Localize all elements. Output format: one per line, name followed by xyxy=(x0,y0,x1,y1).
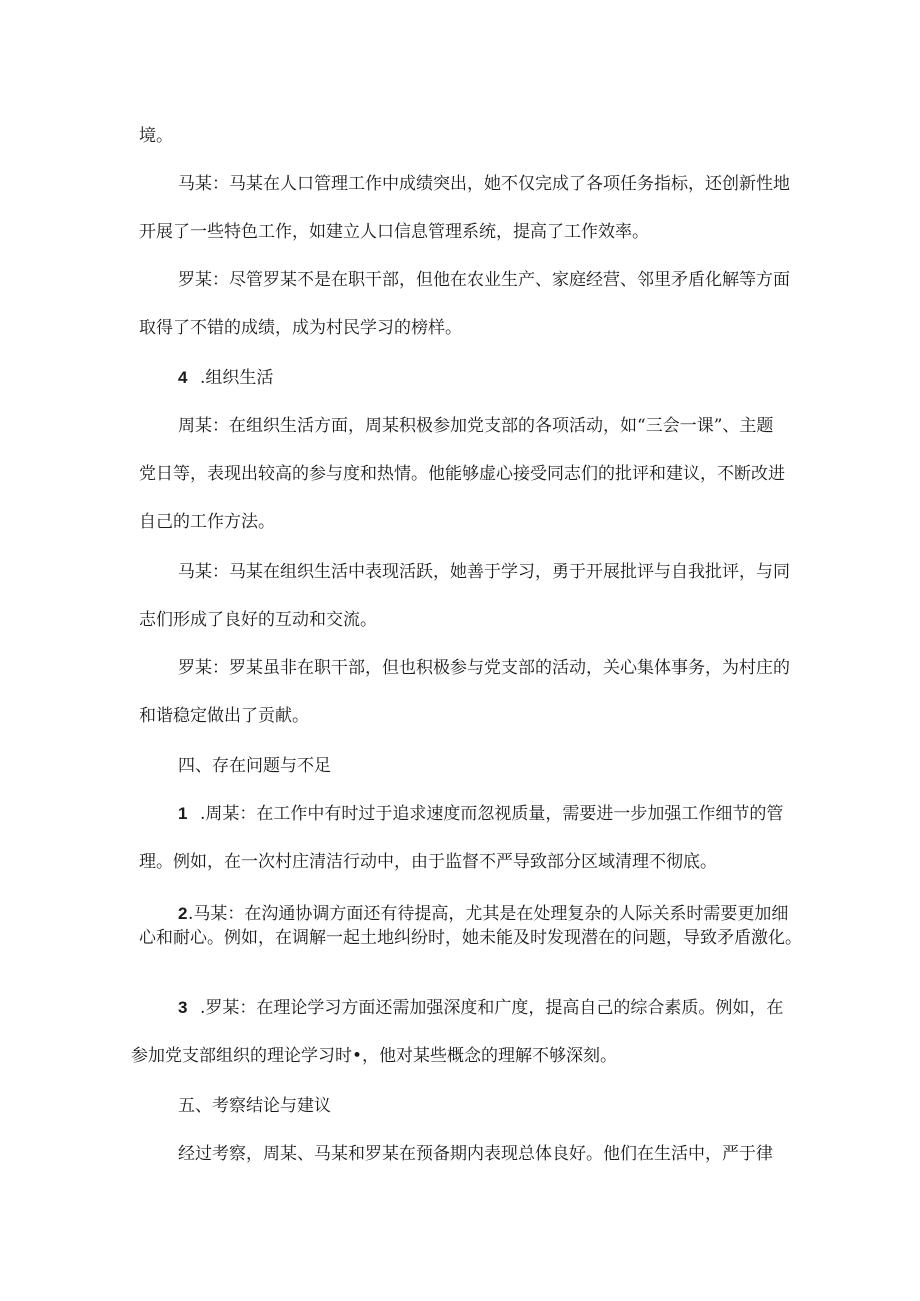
heading-text: .组织生活 xyxy=(200,368,274,388)
list-item-text: .罗某：在理论学习方面还需加强深度和广度，提高自己的综合素质。例如，在 xyxy=(200,998,784,1018)
list-number: 1 xyxy=(178,804,188,823)
paragraph-line: 境。 xyxy=(139,126,173,146)
paragraph-line: 理。例如，在一次村庄清洁行动中，由于监督不严导致部分区域清理不彻底。 xyxy=(139,852,717,872)
list-item xyxy=(178,802,783,826)
paragraph-line: 党日等，表现出较高的参与度和热情。他能够虚心接受同志们的批评和建议，不断改进 xyxy=(139,464,785,484)
paragraph-line: 罗某：尽管罗某不是在职干部，但他在农业生产、家庭经营、邻里矛盾化解等方面 xyxy=(178,270,790,290)
list-item xyxy=(178,996,783,1020)
paragraph-line: 经过考察，周某、马某和罗某在预备期内表现总体良好。他们在生活中，严于律 xyxy=(178,1144,773,1164)
list-item-text: .周某：在工作中有时过于追求速度而忽视质量，需要进一步加强工作细节的管 xyxy=(200,804,784,824)
paragraph-line: 取得了不错的成绩，成为村民学习的榜样。 xyxy=(139,318,462,338)
section-heading: 四、存在问题与不足 xyxy=(178,756,331,776)
paragraph-line: 马某：马某在组织生活中表现活跃，她善于学习，勇于开展批评与自我批评，与同 xyxy=(178,562,790,582)
paragraph-line: 开展了一些特色工作，如建立人口信息管理系统，提高了工作效率。 xyxy=(139,222,649,242)
paragraph-line: 和谐稳定做出了贡献。 xyxy=(139,706,309,726)
paragraph-line: 自己的工作方法。 xyxy=(139,512,275,532)
paragraph-line: 马某：马某在人口管理工作中成绩突出，她不仅完成了各项任务指标，还创新性地 xyxy=(178,174,790,194)
list-item xyxy=(178,902,788,926)
list-number: 2 xyxy=(178,904,188,923)
section-heading: 五、考察结论与建议 xyxy=(178,1096,331,1116)
section-heading xyxy=(178,366,273,390)
list-number: 4 xyxy=(178,368,188,387)
paragraph-line: 心和耐心。例如，在调解一起土地纠纷时，她未能及时发现潜在的问题，导致矛盾激化。 xyxy=(139,928,802,948)
paragraph-line: 罗某：罗某虽非在职干部，但也积极参与党支部的活动，关心集体事务，为村庄的 xyxy=(178,658,790,678)
paragraph-line: 周某：在组织生活方面，周某积极参加党支部的各项活动，如“三会一课”、主题 xyxy=(178,416,774,436)
paragraph-line: 参加党支部组织的理论学习时•，他对某些概念的理解不够深刻。 xyxy=(131,1046,618,1066)
paragraph-line: 志们形成了良好的互动和交流。 xyxy=(139,610,377,630)
list-number: 3 xyxy=(178,998,188,1017)
list-item-text: .马某：在沟通协调方面还有待提高，尤其是在处理复杂的人际关系时需要更加细 xyxy=(188,904,789,924)
